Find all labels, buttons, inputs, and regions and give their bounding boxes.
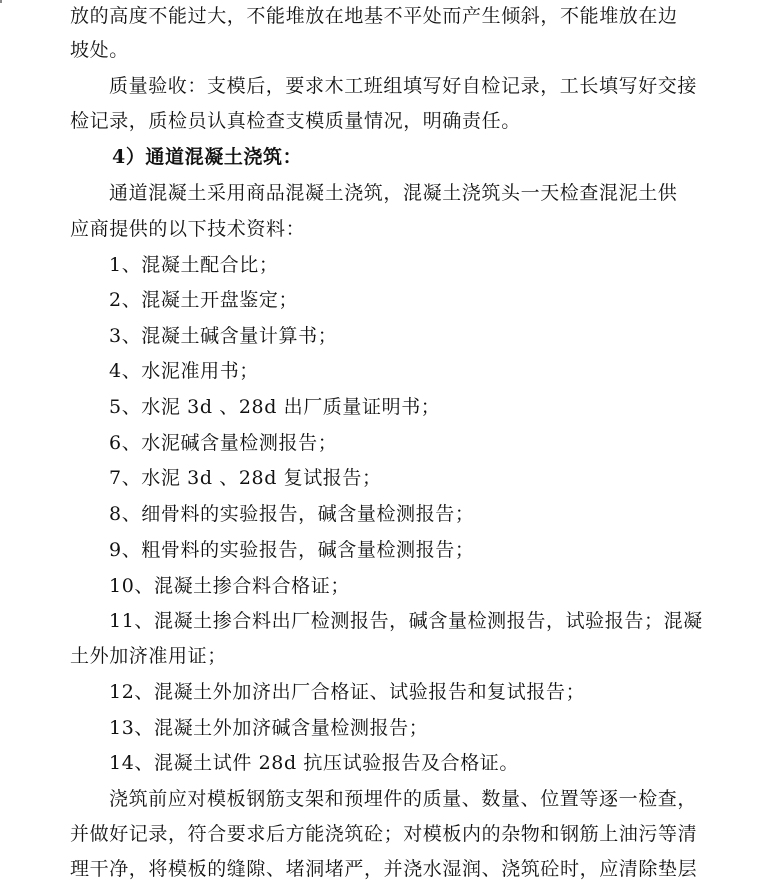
list-item-11-line1: 11、混凝土掺合料出厂检测报告，碱含量检测报告，试验报告；混凝 <box>109 610 703 632</box>
list-item-2: 2、混凝土开盘鉴定； <box>109 289 299 311</box>
para2-line1: 质量验收：支模后，要求木工班组填写好自检记录，工长填写好交接 <box>109 75 698 97</box>
list-item-3: 3、混凝土碱含量计算书； <box>109 325 338 347</box>
list-item-9: 9、粗骨料的实验报告，碱含量检测报告； <box>109 539 475 561</box>
list-item-7: 7、水泥 3d 、28d 复试报告； <box>109 467 382 489</box>
list-item-12: 12、混凝土外加济出厂合格证、试验报告和复试报告； <box>109 681 586 703</box>
para4-line3: 理干净，将模板的缝隙、堵洞堵严，并浇水湿润、浇筑砼时，应清除垫层 <box>70 858 698 880</box>
para2-line2: 检记录，质检员认真检查支模质量情况，明确责任。 <box>70 110 521 132</box>
list-item-11-line2: 土外加济准用证； <box>70 645 227 667</box>
list-item-4: 4、水泥准用书； <box>109 360 259 382</box>
list-item-1: 1、混凝土配合比； <box>109 254 279 276</box>
para3-line2: 应商提供的以下技术资料： <box>70 218 306 240</box>
list-item-13: 13、混凝土外加济碱含量检测报告； <box>109 717 429 739</box>
page-corner-mark <box>0 0 2 3</box>
para3-line1: 通道混凝土采用商品混凝土浇筑，混凝土浇筑头一天检查混泥土供 <box>109 182 678 204</box>
list-item-14: 14、混凝土试件 28d 抗压试验报告及合格证。 <box>109 752 519 774</box>
para1-line2: 坡处。 <box>70 39 129 61</box>
list-item-5: 5、水泥 3d 、28d 出厂质量证明书； <box>109 396 441 418</box>
section-heading: 4）通道混凝土浇筑： <box>112 146 303 168</box>
list-item-10: 10、混凝土掺合料合格证； <box>109 575 350 597</box>
list-item-8: 8、细骨料的实验报告，碱含量检测报告； <box>109 503 475 525</box>
para1-line1: 放的高度不能过大，不能堆放在地基不平处而产生倾斜，不能堆放在边 <box>70 5 678 27</box>
list-item-6: 6、水泥碱含量检测报告； <box>109 432 338 454</box>
para4-line1: 浇筑前应对模板钢筋支架和预埋件的质量、数量、位置等逐一检查， <box>109 788 698 810</box>
para4-line2: 并做好记录，符合要求后方能浇筑砼；对模板内的杂物和钢筋上油污等清 <box>70 823 698 845</box>
